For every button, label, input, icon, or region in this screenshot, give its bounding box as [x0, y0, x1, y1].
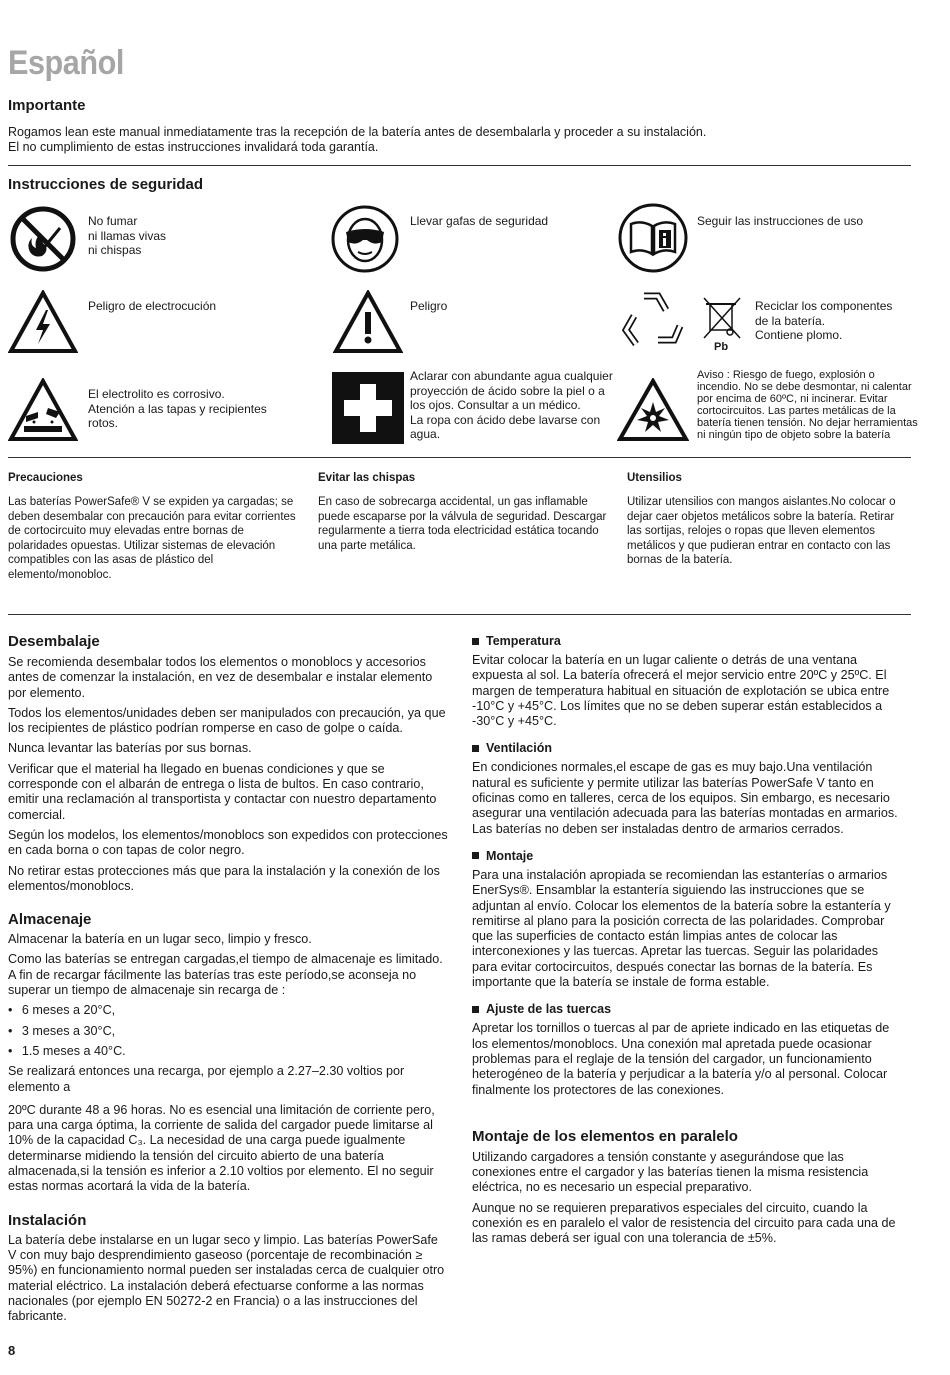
- desembalaje-body: [8, 655, 448, 894]
- danger-label: Peligro: [410, 299, 448, 313]
- list-item: • 3 meses a 30°C,: [8, 1024, 448, 1039]
- paragraph: Para una instalación apropiada se recomiendan las estanterías o armarios EnerSys®. Ensamblar la estantería siguiendo las instrucciones que se adjuntan al envío. Colocar los elementos de la batería sobre la estantería y remitirse al plano para la posición correcta de las polaridades. Comprobar que las superficies de contacto están limpias antes de colocar las interconexiones y las tuercas. Apretar las tuercas. Seguir las polaridades para evitar cortocircuitos, después conectar las bornas de la batería. Es importante que la batería se instale de forma estable.: [472, 867, 891, 990]
- importante-text: [8, 125, 908, 155]
- no-smoking-icon: [8, 204, 78, 274]
- ventilacion-heading: [472, 741, 904, 755]
- ajuste-heading: [472, 1002, 904, 1016]
- ajuste-body: [472, 1021, 904, 1097]
- page-language-title: Español: [8, 44, 124, 82]
- paragraph: Se realizará entonces una recarga, por ejemplo a 2.27–2.30 voltios por elemento a: [8, 1064, 405, 1094]
- paragraph: Verificar que el material ha llegado en buenas condiciones y que se corresponde con el albarán de entrega o lista de bultos. En caso contrario, emitir una reclamación al transportista y contactar con nuestro departamento comercial.: [8, 761, 437, 822]
- tools-column: [627, 472, 911, 568]
- column-text: En caso de sobrecarga accidental, un gas inflamable puede escaparse por la válvula de seguridad. Descargar regularmente a tierra toda electricidad estática tocando una parte metálica.: [318, 496, 607, 552]
- paragraph: Aunque no se requieren preparativos especiales del circuito, cuando la conexión es en paralelo el valor de resistencia del circuito para cada una de las ramas deberá ser igual con una tolerancia de ±5%.: [472, 1200, 896, 1246]
- column-text: Las baterías PowerSafe® V se expiden ya cargadas; se deben desembalar con precaución para evitar corrientes de cortocircuito muy elevadas entre bornas de polaridades opuestas. Utilizar sistemas de elevación compatibles con las asas de plástico del elemento/monobloc.: [8, 496, 296, 581]
- explosion-icon: [617, 378, 689, 442]
- no-smoking-label: No fumar ni llamas vivas ni chispas: [88, 214, 167, 257]
- column-heading: Evitar las chispas: [318, 472, 416, 484]
- almacenaje-heading: Almacenaje: [8, 911, 92, 929]
- paragraph: Como las baterías se entregan cargadas,el tiempo de almacenaje es limitado. A fin de recargar fácilmente las baterías tras este período,se aconseja no superar un tiempo de almacenaje sin recarga de :: [8, 952, 443, 998]
- explosion-label: Aviso : Riesgo de fuego, explosión o incendio. No se debe desmontar, ni calentar por encima de 60ºC, ni incinerar. Evitar cortocircuitos. Las partes metálicas de la batería tienen tensión. No dejar herramientas ni ningún tipo de objeto sobre la batería: [697, 369, 918, 441]
- lead-symbol: Pb: [714, 341, 729, 353]
- paragraph: 20ºC durante 48 a 96 horas. No es esencial una limitación de corriente pero, para una carga óptima, la corriente de salida del cargador puede limitarse al 10% de la capacidad C₃. La necesidad de una carga puede igualmente determinarse midiendo la tensión del circuito abierto de una batería almacenada,si la tensión es inferior a 2.10 voltios por elemento. El no seguir estas normas acortará la vida de la batería.: [8, 1102, 435, 1194]
- paralelo-heading: Montaje de los elementos en paralelo: [472, 1127, 738, 1145]
- paragraph: Apretar los tornillos o tuercas al par de apriete indicado en las etiquetas de los elementos/monoblocs. Una conexión mal apretada puede ocasionar problemas para el reglaje de la tensión del cargador, un funcionamiento heterogéneo de la batería y perjudicar a la batería y/o al personal. Colocar finalmente los protectores de las conexiones.: [472, 1021, 890, 1097]
- electrocution-label: Peligro de electrocución: [88, 299, 217, 313]
- heading-text: Ajuste de las tuercas: [486, 1002, 612, 1017]
- montaje-heading: [472, 849, 904, 863]
- right-column: [472, 634, 904, 1252]
- first-aid-label: Aclarar con abundante agua cualquier proyección de ácido sobre la piel o a los ojos. Consultar a un médico. La ropa con ácido debe lavarse con agua.: [410, 369, 613, 441]
- goggles-label: Llevar gafas de seguridad: [410, 214, 549, 228]
- danger-icon: [333, 290, 403, 354]
- importante-line-2: El no cumplimiento de estas instrucciones invalidará toda garantía.: [8, 140, 379, 154]
- importante-line-1: Rogamos lean este manual inmediatamente tras la recepción de la batería antes de desembalarla y proceder a su instalación.: [8, 125, 707, 139]
- paragraph: Todos los elementos/unidades deben ser manipulados con precaución, ya que los recipientes de plástico podrían romperse en caso de golpe o caída.: [8, 705, 446, 736]
- ventilacion-body: [472, 760, 904, 836]
- paralelo-body: [472, 1150, 904, 1247]
- manual-label: Seguir las instrucciones de uso: [697, 214, 864, 228]
- first-aid-icon: [332, 372, 404, 444]
- paragraph: La batería debe instalarse en un lugar seco y limpio. Las baterías PowerSafe V con muy bajo desprendimiento gaseoso (porcentaje de recombinación ≥ 95%) en funcionamiento normal pueden ser instaladas cerca de cualquier otro material eléctrico. La instalación deberá efectuarse conforme a las normas nacionales (por ejemplo EN 50272-2 en Francia) o a las instrucciones del fabricante.: [8, 1232, 445, 1324]
- importante-heading: Importante: [8, 97, 86, 114]
- read-manual-icon: [617, 202, 689, 274]
- left-column: [8, 633, 448, 1329]
- square-bullet-icon: [472, 638, 479, 645]
- montaje-body: [472, 868, 904, 990]
- desembalaje-heading: Desembalaje: [8, 633, 100, 650]
- corrosive-label: El electrolito es corrosivo. Atención a las tapas y recipientes rotos.: [88, 387, 267, 430]
- avoid-sparks-column: [318, 472, 608, 553]
- electrocution-icon: [8, 290, 78, 354]
- storage-time-list: [8, 1003, 448, 1059]
- paragraph: Utilizando cargadores a tensión constante y asegurándose que las conexiones entre el cargador y las baterías tienen la misma resistencia eléctrica, no es necesario un especial preparativo.: [472, 1149, 869, 1195]
- column-heading: Utensilios: [627, 472, 682, 484]
- instalacion-heading: Instalación: [8, 1211, 87, 1229]
- heading-text: Ventilación: [486, 741, 552, 756]
- square-bullet-icon: [472, 852, 479, 859]
- divider: [8, 165, 911, 166]
- divider: [8, 457, 911, 458]
- list-item: • 6 meses a 20°C,: [8, 1003, 448, 1018]
- paragraph: Según los modelos, los elementos/monoblocs son expedidos con protecciones en cada borna o con tapas de color negro.: [8, 827, 448, 858]
- recycle-icon: [618, 286, 690, 358]
- square-bullet-icon: [472, 1006, 479, 1013]
- precautions-column: [8, 472, 298, 582]
- instalacion-body: [8, 1233, 448, 1325]
- corrosive-icon: [8, 378, 78, 442]
- safety-goggles-icon: [330, 204, 400, 274]
- heading-text: Temperatura: [486, 634, 561, 648]
- safety-heading: Instrucciones de seguridad: [8, 176, 204, 193]
- column-heading: Precauciones: [8, 472, 83, 484]
- paragraph: En condiciones normales,el escape de gas es muy bajo.Una ventilación natural es suficiente y permite utilizar las baterías PowerSafe V tanto en oficinas como en talleres, cerca de los equipos. Sin embargo, es necesario asegurar una ventilación adecuada para las baterías montadas en armarios. Las baterías no deben ser instaladas dentro de armarios cerrados.: [472, 760, 898, 836]
- paragraph: Nunca levantar las baterías por sus bornas.: [8, 741, 252, 756]
- paragraph: Se recomienda desembalar todos los elementos o monoblocs y accesorios antes de comenzar la instalación, en vez de desembalar e instalar elemento por elemento.: [8, 655, 433, 700]
- list-item: • 1.5 meses a 40°C.: [8, 1044, 448, 1059]
- almacenaje-body: [8, 932, 448, 1194]
- paragraph: No retirar estas protecciones más que para la instalación y la conexión de los elementos/monoblocs.: [8, 863, 440, 893]
- column-text: Utilizar utensilios con mangos aislantes.No colocar o dejar caer objetos metálicos sobre la batería. Retirar las sortijas, relojes o ropas que lleven elementos metálicos y que pudieran entrar en contacto con las bornas de la batería.: [627, 496, 896, 566]
- square-bullet-icon: [472, 745, 479, 752]
- temperatura-heading: [472, 634, 904, 648]
- paragraph: Evitar colocar la batería en un lugar caliente o detrás de una ventana expuesta al sol. La batería ofrecerá el mejor servicio entre 20ºC y 25ºC. El margen de temperatura habitual en situación de explotación se ubica entre -10°C y +45°C. Los límites que no se deben superar están establecidos a -30°C y +45°C.: [472, 653, 890, 729]
- temperatura-body: [472, 653, 904, 729]
- heading-text: Montaje: [486, 848, 534, 863]
- paragraph: Almacenar la batería en un lugar seco, limpio y fresco.: [8, 932, 312, 947]
- recycle-label: Reciclar los componentes de la batería. Contiene plomo.: [755, 299, 893, 342]
- page-number: 8: [8, 1343, 16, 1358]
- divider: [8, 614, 911, 615]
